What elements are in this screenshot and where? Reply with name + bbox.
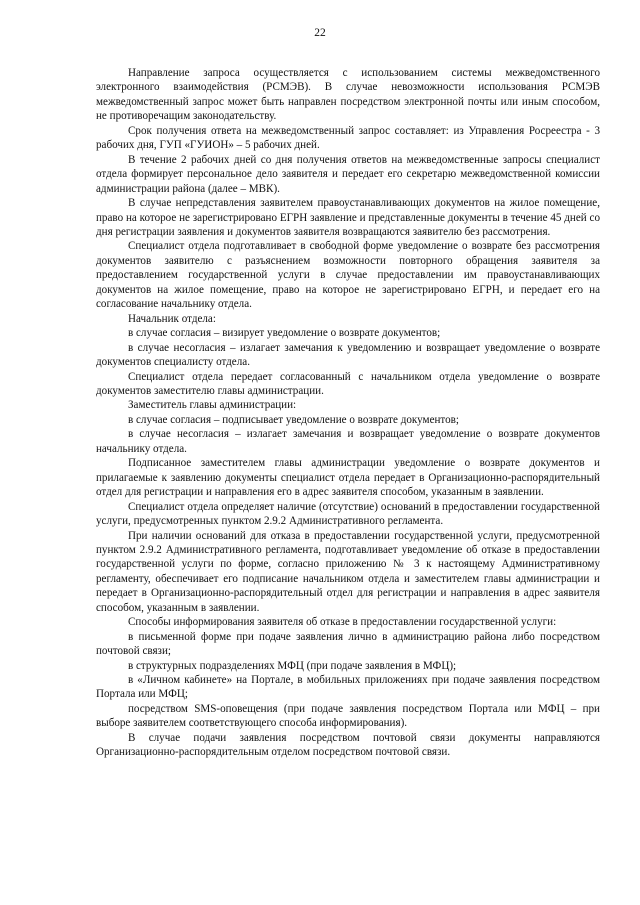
paragraph: Специалист отдела подготавливает в свободной форме уведомление о возврате без рассмотрения документов заявителю с разъяснением возможности повторного обращения заявителя за предоставлением государственной услуги в случае предоставлении им правоустанавливающих документов на жилое помещение, право на которое не зарегистрировано ЕГРН, и передает его на согласование начальнику отдела.	[96, 240, 600, 311]
paragraph: в письменной форме при подаче заявления лично в администрацию района либо посредством почтовой связи;	[96, 630, 600, 658]
paragraph: Срок получения ответа на межведомственный запрос составляет: из Управления Росреестра - 3 рабочих дня, ГУП «ГУИОН» – 5 рабочих дней.	[96, 124, 600, 152]
paragraph: Заместитель главы администрации:	[128, 399, 297, 412]
paragraph: В случае подачи заявления посредством почтовой связи документы направляются Организационно-распорядительным отделом посредством почтовой связи.	[96, 731, 600, 759]
paragraph: Специалист отдела передает согласованный с начальником отдела уведомление о возврате документов заместителю главы администрации.	[96, 370, 600, 397]
paragraph: в «Личном кабинете» на Портале, в мобильных приложениях при подаче заявления посредством Портала или МФЦ;	[96, 674, 600, 701]
paragraph: в случае несогласия – излагает замечания и возвращает уведомление о возврате документов начальнику отдела.	[96, 428, 600, 455]
paragraph: в случае согласия – визирует уведомление о возврате документов;	[128, 327, 441, 340]
paragraph: В случае непредставления заявителем правоустанавливающих документов на жилое помещение, право на которое не зарегистрировано ЕГРН заявление и представленные документы в течение 45 дней со дня регистрации заявления и документов заявителя возвращаются заявителю без рассмотрения.	[96, 197, 600, 238]
paragraph: Начальник отдела:	[128, 312, 216, 325]
paragraph: посредством SMS-оповещения (при подаче заявления посредством Портала или МФЦ – при выборе заявителем соответствующего способа информирования).	[96, 702, 600, 730]
paragraph: Подписанное заместителем главы администрации уведомление о возврате документов и прилагаемые к заявлению документы специалист отдела передает в Организационно-распорядительный отдел для регистрации и направления его в адрес заявителя способом, указанным в заявлении.	[96, 457, 600, 499]
paragraph: в случае согласия – подписывает уведомление о возврате документов;	[128, 413, 459, 426]
paragraph: в структурных подразделениях МФЦ (при подаче заявления в МФЦ);	[128, 659, 457, 672]
document-body	[96, 66, 600, 760]
paragraph: Направление запроса осуществляется с использованием системы межведомственного электронного взаимодействия (РСМЭВ). В случае невозможности использования РСМЭВ межведомственный запрос может быть направлен посредством электронной почты или иным способом, не противоречащим законодательству.	[96, 67, 600, 123]
paragraph: При наличии оснований для отказа в предоставлении государственной услуги, предусмотренной пунктом 2.9.2 Административного регламента, подготавливает уведомление об отказе в предоставлении государственной услуги по форме, согласно приложению № 3 к настоящему Административному регламенту, обеспечивает его подписание начальником отдела и заместителем главы администрации и передает в Организационно-распорядительный отдел для регистрации и направления в адрес заявителя способом, указанным в заявлении.	[96, 529, 600, 614]
paragraph: В течение 2 рабочих дней со дня получения ответов на межведомственные запросы специалист отдела формирует персональное дело заявителя и передает его секретарю межведомственной комиссии администрации района (далее – МВК).	[96, 153, 600, 195]
page-number: 22	[314, 27, 326, 39]
paragraph: Специалист отдела определяет наличие (отсутствие) оснований в предоставлении государственной услуги, предусмотренных пунктом 2.9.2 Административного регламента.	[96, 500, 600, 528]
paragraph: Способы информирования заявителя об отказе в предоставлении государственной услуги:	[128, 616, 557, 629]
paragraph: в случае несогласия – излагает замечания к уведомлению и возвращает уведомление о возврате документов специалисту отдела.	[96, 341, 600, 369]
